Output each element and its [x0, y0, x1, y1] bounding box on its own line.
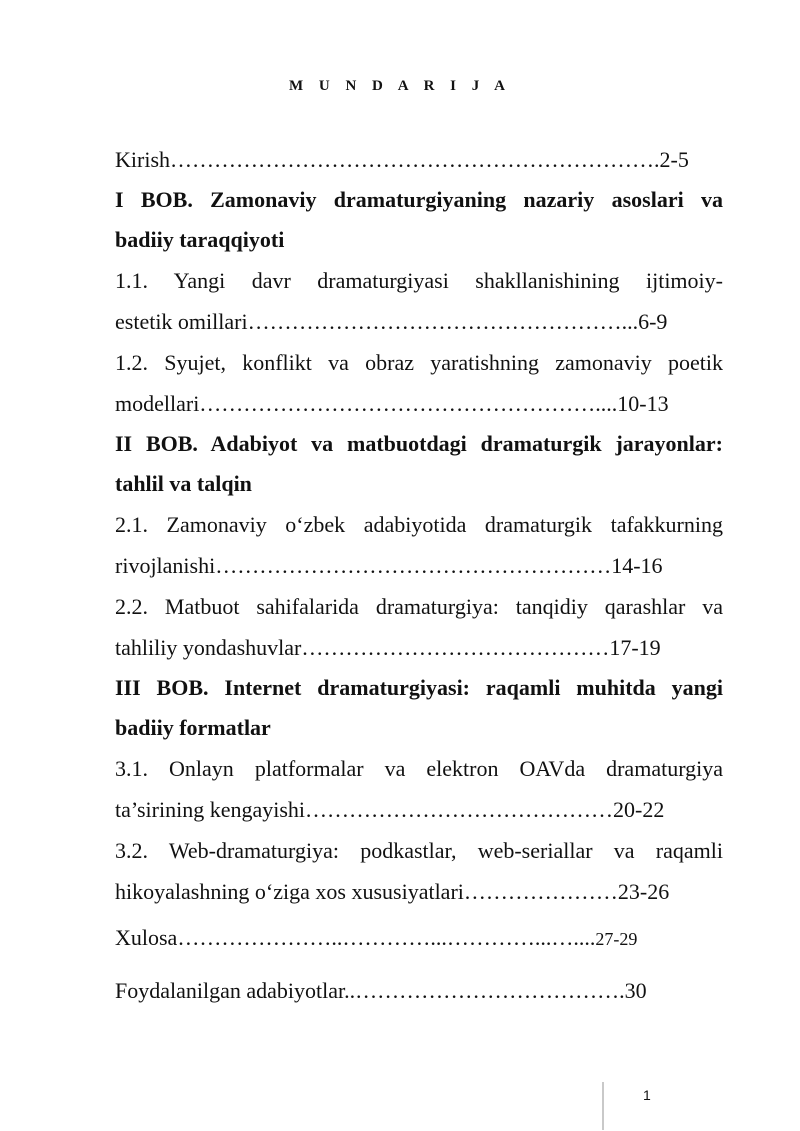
toc-chapter-2-line-1: II BOB. Adabiyot va matbuotdagi dramaturgik jarayonlar: [115, 431, 723, 456]
toc-section-3-1-line-2: ta’sirining kengayishi……………………………………20-22 [115, 797, 665, 822]
toc-section-1-2-line-1: 1.2. Syujet, konflikt va obraz yaratishning zamonaviy poetik [115, 350, 723, 375]
toc-conclusion-text: Xulosa…………………..…………...…………...….... [115, 925, 596, 950]
toc-entry-references: Foydalanilgan adabiyotlar..……………………………….30 [115, 978, 647, 1003]
toc-section-2-2-line-2: tahliliy yondashuvlar……………………………………17-19 [115, 635, 661, 660]
toc-section-3-1-line-1: 3.1. Onlayn platformalar va elektron OAVda dramaturgiya [115, 756, 723, 781]
toc-section-1-2-line-2: modellari………………………………………………....10-13 [115, 391, 669, 416]
toc-section-3-2-line-2: hikoyalashning o‘ziga xos xususiyatlari…………………23-26 [115, 879, 670, 904]
toc-chapter-3-line-2: badiiy formatlar [115, 715, 271, 740]
toc-section-2-1-line-1: 2.1. Zamonaviy o‘zbek adabiyotida dramaturgik tafakkurning [115, 512, 723, 537]
table-of-contents [115, 139, 723, 1013]
toc-section-2-1-line-2: rivojlanishi………………………………………………14-16 [115, 553, 663, 578]
toc-chapter-1-line-1: I BOB. Zamonaviy dramaturgiyaning nazariy asoslari va [115, 187, 723, 212]
page-title: M U N D A R I J A [288, 78, 511, 94]
page-number: 1 [643, 1087, 651, 1103]
toc-chapter-1-line-2: badiiy taraqqiyoti [115, 227, 285, 252]
toc-conclusion-pages: 27-29 [595, 929, 638, 949]
toc-entry-intro: Kirish………………………………………………………….2-5 [115, 147, 689, 172]
toc-entry-conclusion [115, 916, 723, 961]
toc-section-2-2-line-1: 2.2. Matbuot sahifalarida dramaturgiya: tanqidiy qarashlar va [115, 594, 723, 619]
toc-section-1-1-line-1: 1.1. Yangi davr dramaturgiyasi shakllanishining ijtimoiy- [115, 268, 723, 293]
toc-section-3-2-line-1: 3.2. Web-dramaturgiya: podkastlar, web-seriallar va raqamli [115, 838, 723, 863]
footer-divider [602, 1082, 604, 1130]
toc-section-1-1-line-2: estetik omillari……………………………………………...6-9 [115, 309, 668, 334]
toc-chapter-3-line-1: III BOB. Internet dramaturgiyasi: raqamli muhitda yangi [115, 675, 723, 700]
toc-chapter-2-line-2: tahlil va talqin [115, 471, 252, 496]
